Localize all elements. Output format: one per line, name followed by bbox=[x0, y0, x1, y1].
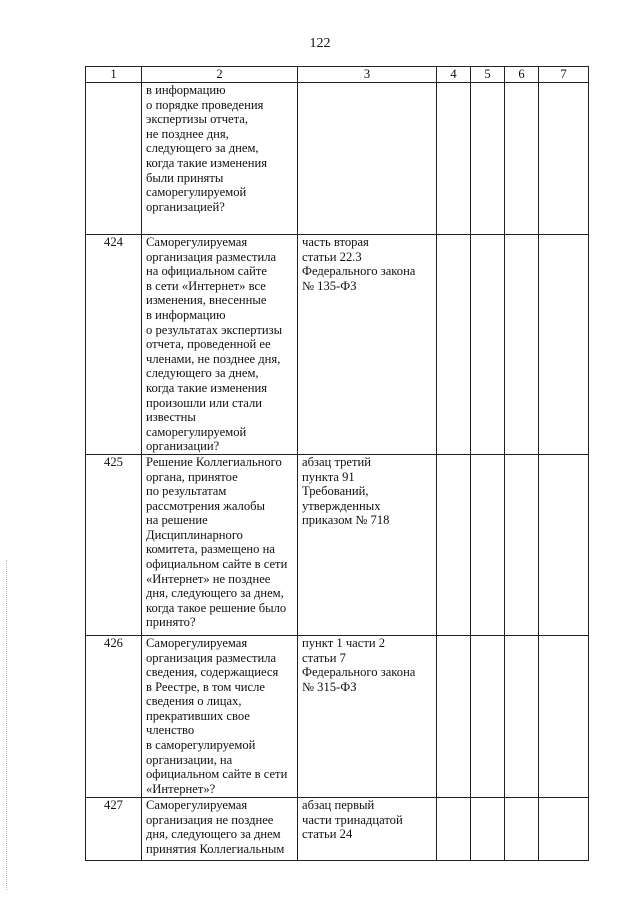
legal-basis-text: абзац первый части тринадцатой статьи 24 bbox=[302, 797, 403, 842]
question-text: Саморегулируемая организация не позднее дня, следующего за днем принятия Коллегиальным bbox=[146, 797, 285, 856]
table-row bbox=[86, 235, 589, 455]
answer-cell bbox=[437, 235, 471, 455]
question-text: Саморегулируемая организация разместила на официальном сайте в сети «Интернет» все изменения, внесенные в информацию о результатах экспертизы отчета, проведенной ее членами, не позднее дня, следующего за днем, когда такие изменения произошли или стали известны саморегулируемой организации? bbox=[146, 235, 283, 454]
legal-basis-text: абзац третий пункта 91 Требований, утвержденных приказом № 718 bbox=[302, 454, 390, 528]
requirements-table bbox=[85, 66, 589, 861]
answer-cell bbox=[437, 83, 471, 235]
answer-cell bbox=[437, 454, 471, 635]
column-header: 3 bbox=[298, 67, 437, 83]
row-number-cell bbox=[86, 83, 142, 235]
question-text: в информацию о порядке проведения экспертизы отчета, не позднее дня, следующего за днем, когда такие изменения были приняты саморегулируемой организацией? bbox=[146, 83, 267, 214]
table-header-row bbox=[86, 67, 589, 83]
note-cell bbox=[539, 454, 589, 635]
scan-margin-marks bbox=[6, 560, 9, 890]
row-number-cell: 425 bbox=[86, 454, 142, 635]
column-header: 5 bbox=[471, 67, 505, 83]
legal-basis-cell bbox=[298, 797, 437, 860]
note-cell bbox=[539, 635, 589, 797]
answer-cell bbox=[471, 635, 505, 797]
page-number: 122 bbox=[309, 36, 331, 51]
note-cell bbox=[539, 83, 589, 235]
column-header: 2 bbox=[142, 67, 298, 83]
answer-cell bbox=[471, 454, 505, 635]
table-row bbox=[86, 635, 589, 797]
answer-cell bbox=[437, 797, 471, 860]
answer-cell bbox=[505, 235, 539, 455]
table-row bbox=[86, 797, 589, 860]
legal-basis-text: пункт 1 части 2 статьи 7 Федерального закона № 315-ФЗ bbox=[302, 635, 416, 694]
note-cell bbox=[539, 797, 589, 860]
row-number-cell: 424 bbox=[86, 235, 142, 455]
answer-cell bbox=[505, 83, 539, 235]
table-row bbox=[86, 454, 589, 635]
row-number-cell: 426 bbox=[86, 635, 142, 797]
legal-basis-text: часть вторая статьи 22.3 Федерального закона № 135-ФЗ bbox=[302, 235, 416, 293]
table-row bbox=[86, 83, 589, 235]
legal-basis-cell bbox=[298, 83, 437, 235]
column-header: 4 bbox=[437, 67, 471, 83]
question-cell bbox=[142, 83, 298, 235]
column-header: 1 bbox=[86, 67, 142, 83]
answer-cell bbox=[471, 83, 505, 235]
question-cell bbox=[142, 454, 298, 635]
question-cell bbox=[142, 797, 298, 860]
answer-cell bbox=[471, 797, 505, 860]
question-cell bbox=[142, 635, 298, 797]
column-header: 7 bbox=[539, 67, 589, 83]
column-header: 6 bbox=[505, 67, 539, 83]
question-cell bbox=[142, 235, 298, 455]
legal-basis-cell bbox=[298, 235, 437, 455]
answer-cell bbox=[505, 797, 539, 860]
legal-basis-cell bbox=[298, 454, 437, 635]
answer-cell bbox=[505, 454, 539, 635]
row-number-cell: 427 bbox=[86, 797, 142, 860]
question-text: Решение Коллегиального органа, принятое по результатам рассмотрения жалобы на решение Дисциплинарного комитета, размещено на официальном сайте в сети «Интернет» не позднее дня, следующего за днем, когда такое решение было принято? bbox=[146, 454, 288, 630]
answer-cell bbox=[505, 635, 539, 797]
question-text: Саморегулируемая организация разместила сведения, содержащиеся в Реестре, в том числе сведения о лицах, прекративших свое членство в саморегулируемой организации, на официальном сайте в сети «Интернет»? bbox=[146, 635, 288, 796]
answer-cell bbox=[471, 235, 505, 455]
legal-basis-cell bbox=[298, 635, 437, 797]
answer-cell bbox=[437, 635, 471, 797]
note-cell bbox=[539, 235, 589, 455]
